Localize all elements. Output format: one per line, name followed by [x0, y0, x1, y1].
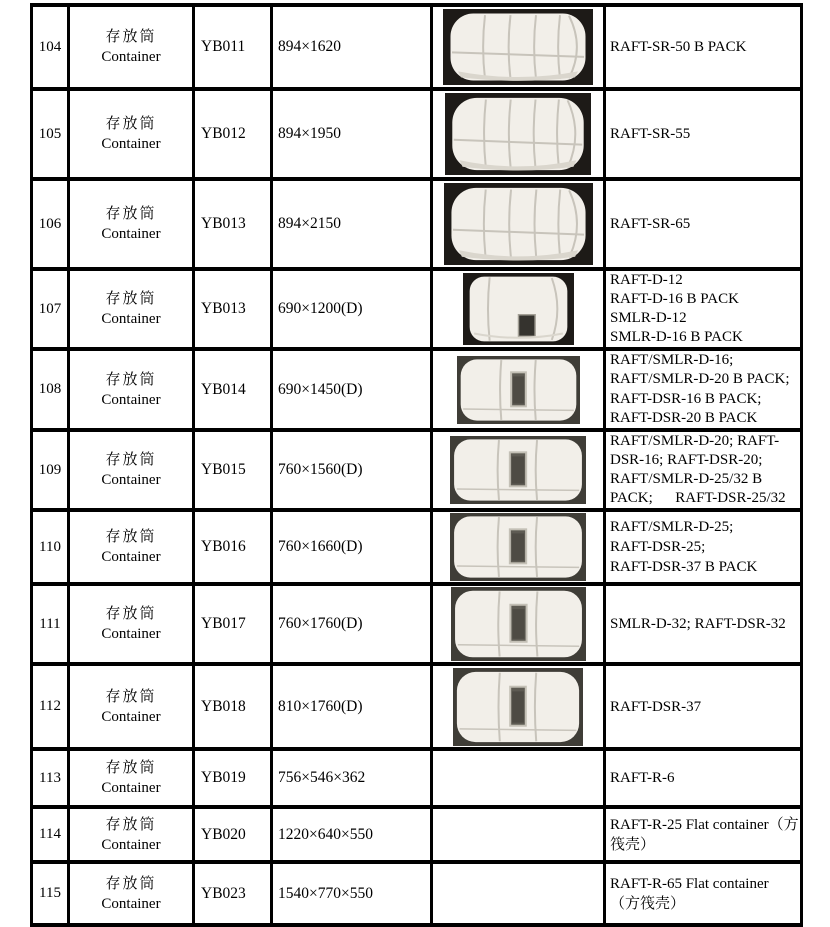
photo-cell — [432, 584, 605, 664]
row-number-cell: 112 — [32, 664, 69, 749]
container-photo-image — [451, 587, 586, 661]
dimensions-cell: 1540×770×550 — [272, 862, 432, 925]
products-cell — [605, 349, 802, 430]
container-photo-image — [457, 356, 580, 424]
model-code-cell: YB019 — [194, 749, 272, 807]
model-code-cell: YB013 — [194, 269, 272, 349]
item-name-chinese: 存放筒 — [105, 371, 157, 388]
item-name-english: Container — [101, 626, 161, 642]
photo-cell — [432, 269, 605, 349]
photo-cell — [432, 510, 605, 584]
row-number-cell: 106 — [32, 179, 69, 269]
row-number-cell: 104 — [32, 5, 69, 89]
item-name-chinese: 存放筒 — [105, 606, 157, 622]
item-name-cell — [69, 510, 194, 584]
item-name-english: Container — [101, 391, 161, 408]
dimensions-cell: 756×546×362 — [272, 749, 432, 807]
product-name: RAFT-SR-50 B PACK — [610, 39, 747, 55]
item-name-chinese: 存放筒 — [105, 760, 157, 776]
product-name: RAFT-DSR-37 B PACK — [610, 559, 758, 575]
row-number-cell: 109 — [32, 430, 69, 510]
item-name-cell — [69, 862, 194, 925]
dimensions-cell: 894×1620 — [272, 5, 432, 89]
products-cell — [605, 584, 802, 664]
table-row — [32, 269, 802, 349]
dimensions-cell: 690×1200(D) — [272, 269, 432, 349]
item-name-english: Container — [101, 226, 161, 242]
item-name-cell — [69, 749, 194, 807]
model-code-cell: YB015 — [194, 430, 272, 510]
row-number-cell: 108 — [32, 349, 69, 430]
model-code-cell: YB012 — [194, 89, 272, 179]
item-name-english: Container — [101, 836, 161, 853]
model-code-cell: YB013 — [194, 179, 272, 269]
product-name: RAFT-DSR-20 B PACK — [610, 409, 758, 426]
row-number-cell: 114 — [32, 807, 69, 862]
item-name-chinese: 存放筒 — [105, 116, 157, 132]
row-number-cell: 113 — [32, 749, 69, 807]
item-name-english: Container — [101, 549, 161, 565]
table-row — [32, 749, 802, 807]
item-name-english: Container — [101, 311, 161, 327]
dimensions-cell: 810×1760(D) — [272, 664, 432, 749]
photo-cell — [432, 349, 605, 430]
row-number-cell: 107 — [32, 269, 69, 349]
product-name: RAFT-DSR-25; — [610, 539, 706, 555]
product-name: （方筏壳） — [610, 895, 686, 912]
row-number-cell: 110 — [32, 510, 69, 584]
photo-cell — [432, 807, 605, 862]
product-name: 筏壳） — [610, 836, 656, 853]
table-row — [32, 664, 802, 749]
item-name-english: Container — [101, 780, 161, 796]
container-photo-image — [445, 93, 591, 175]
products-cell — [605, 862, 802, 925]
item-name-cell — [69, 807, 194, 862]
product-name: RAFT/SMLR-D-20; RAFT- — [610, 433, 780, 449]
dimensions-cell: 760×1660(D) — [272, 510, 432, 584]
product-name: SMLR-D-32; RAFT-DSR-32 — [610, 616, 786, 632]
products-cell — [605, 430, 802, 510]
dimensions-cell: 760×1560(D) — [272, 430, 432, 510]
product-name: RAFT-R-65 Flat container — [610, 875, 769, 892]
item-name-chinese: 存放筒 — [105, 688, 157, 705]
model-code-cell: YB014 — [194, 349, 272, 430]
product-name: RAFT/SMLR-D-20 B PACK; — [610, 371, 790, 388]
container-photo-image — [443, 9, 593, 85]
model-code-cell: YB016 — [194, 510, 272, 584]
container-photo-image — [450, 436, 586, 504]
item-name-cell — [69, 664, 194, 749]
photo-cell — [432, 5, 605, 89]
item-name-english: Container — [101, 49, 161, 65]
photo-cell — [432, 862, 605, 925]
products-cell — [605, 807, 802, 862]
product-name: RAFT-DSR-37 — [610, 698, 702, 715]
product-name: SMLR-D-12 — [610, 310, 687, 326]
item-name-cell — [69, 349, 194, 430]
table-row — [32, 430, 802, 510]
table-row — [32, 510, 802, 584]
product-name: DSR-16; RAFT-DSR-20; — [610, 452, 763, 468]
photo-cell — [432, 664, 605, 749]
products-cell — [605, 269, 802, 349]
item-name-chinese: 存放筒 — [105, 875, 157, 892]
row-number-cell: 105 — [32, 89, 69, 179]
products-cell — [605, 749, 802, 807]
products-cell — [605, 179, 802, 269]
item-name-cell — [69, 89, 194, 179]
photo-cell — [432, 430, 605, 510]
model-code-cell: YB017 — [194, 584, 272, 664]
product-name: RAFT-R-6 — [610, 770, 675, 786]
products-cell — [605, 89, 802, 179]
table-row — [32, 349, 802, 430]
item-name-cell — [69, 269, 194, 349]
product-table — [30, 3, 803, 927]
product-name: RAFT-SR-55 — [610, 126, 691, 142]
item-name-english: Container — [101, 472, 161, 488]
dimensions-cell: 894×1950 — [272, 89, 432, 179]
dimensions-cell: 760×1760(D) — [272, 584, 432, 664]
item-name-chinese: 存放筒 — [105, 816, 157, 833]
table-row — [32, 179, 802, 269]
item-name-cell — [69, 584, 194, 664]
item-name-cell — [69, 179, 194, 269]
product-name: RAFT-SR-65 — [610, 216, 691, 232]
item-name-english: Container — [101, 895, 161, 912]
container-photo-image — [450, 513, 586, 581]
row-number-cell: 111 — [32, 584, 69, 664]
container-photo-image — [453, 668, 583, 746]
table-row — [32, 584, 802, 664]
item-name-chinese: 存放筒 — [105, 206, 157, 222]
photo-cell — [432, 179, 605, 269]
item-name-english: Container — [101, 708, 161, 725]
item-name-cell — [69, 430, 194, 510]
item-name-english: Container — [101, 136, 161, 152]
row-number-cell: 115 — [32, 862, 69, 925]
product-name: RAFT-D-12 — [610, 272, 683, 288]
dimensions-cell: 1220×640×550 — [272, 807, 432, 862]
model-code-cell: YB018 — [194, 664, 272, 749]
products-cell — [605, 510, 802, 584]
item-name-cell — [69, 5, 194, 89]
item-name-chinese: 存放筒 — [105, 529, 157, 545]
dimensions-cell: 690×1450(D) — [272, 349, 432, 430]
product-name: SMLR-D-16 B PACK — [610, 329, 743, 345]
item-name-chinese: 存放筒 — [105, 452, 157, 468]
product-name: RAFT/SMLR-D-16; — [610, 352, 734, 368]
model-code-cell: YB011 — [194, 5, 272, 89]
product-name: RAFT/SMLR-D-25; — [610, 519, 734, 535]
model-code-cell: YB020 — [194, 807, 272, 862]
photo-cell — [432, 89, 605, 179]
container-photo-image — [444, 183, 593, 265]
item-name-chinese: 存放筒 — [105, 29, 157, 45]
product-name: PACK; RAFT-DSR-25/32 — [610, 490, 786, 506]
dimensions-cell: 894×2150 — [272, 179, 432, 269]
products-cell — [605, 5, 802, 89]
table-row — [32, 89, 802, 179]
item-name-chinese: 存放筒 — [105, 291, 157, 307]
product-name: RAFT-R-25 Flat container（方 — [610, 816, 799, 833]
photo-cell — [432, 749, 605, 807]
product-name: RAFT-DSR-16 B PACK; — [610, 390, 762, 407]
product-name: RAFT/SMLR-D-25/32 B — [610, 471, 763, 487]
container-photo-image — [463, 273, 574, 345]
table-row — [32, 807, 802, 862]
model-code-cell: YB023 — [194, 862, 272, 925]
table-row — [32, 862, 802, 925]
table-row — [32, 5, 802, 89]
product-name: RAFT-D-16 B PACK — [610, 291, 739, 307]
products-cell — [605, 664, 802, 749]
